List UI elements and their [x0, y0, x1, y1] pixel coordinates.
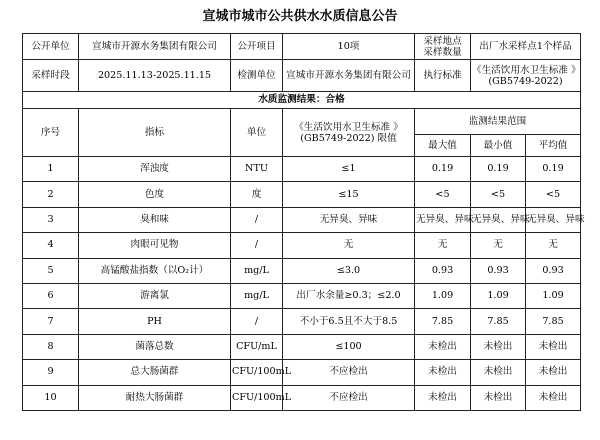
header-limit [283, 109, 415, 157]
cell-avg: 未检出 [526, 334, 581, 359]
cell-indicator: 总大肠菌群 [79, 360, 231, 385]
cell-no: 1 [23, 157, 79, 182]
cell-no: 5 [23, 258, 79, 283]
water-quality-table [22, 33, 585, 411]
cell-indicator: 耐热大肠菌群 [79, 385, 231, 410]
cell-indicator: 色度 [79, 182, 231, 207]
cell-min: <5 [471, 182, 526, 207]
standard-label: 执行标准 [415, 60, 471, 92]
standard-value-line-1: 《生活饮用水卫生标准 》 [472, 64, 581, 76]
project-label: 公开项目 [231, 34, 283, 60]
cell-no: 4 [23, 233, 79, 258]
sample-count-label [415, 34, 471, 60]
cell-indicator: 高锰酸盐指数（以O₂计） [79, 258, 231, 283]
header-limit-line-2: (GB5749-2022) 限值 [300, 132, 397, 144]
unit-label: 公开单位 [23, 34, 79, 60]
cell-avg: 7.85 [526, 309, 581, 334]
result-heading: 水质监测结果：合格 [23, 92, 581, 109]
cell-min: 0.19 [471, 157, 526, 182]
result-heading-row [23, 92, 581, 109]
unit-value: 宣城市开源水务集团有限公司 [79, 34, 231, 60]
cell-max: 未检出 [415, 334, 471, 359]
cell-no: 3 [23, 207, 79, 232]
cell-indicator: 臭和味 [79, 207, 231, 232]
sample-count-value: 出厂水采样点1个样品 [471, 34, 581, 60]
cell-unit: CFU/100mL [231, 385, 283, 410]
data-rows [23, 157, 585, 411]
cell-limit: 不应检出 [283, 360, 415, 385]
cell-limit: ≤3.0 [283, 258, 415, 283]
cell-unit: mg/L [231, 283, 283, 308]
cell-unit: / [231, 309, 283, 334]
cell-min: 0.93 [471, 258, 526, 283]
header-range: 监测结果范围 [415, 109, 581, 135]
cell-unit: / [231, 233, 283, 258]
test-unit-value: 宣城市开源水务集团有限公司 [283, 60, 415, 92]
time-label: 采样时段 [23, 60, 79, 92]
header-max: 最大值 [415, 135, 471, 157]
table-row [23, 258, 581, 283]
cell-max: <5 [415, 182, 471, 207]
page-title: 宣城市城市公共供水水质信息公告 [202, 9, 398, 24]
cell-avg: 无 [526, 233, 581, 258]
cell-indicator: 肉眼可见物 [79, 233, 231, 258]
table-row [23, 207, 581, 232]
cell-max: 无异臭、异味 [415, 207, 471, 232]
header-unit: 单位 [231, 109, 283, 157]
cell-avg: 未检出 [526, 360, 581, 385]
cell-unit: NTU [231, 157, 283, 182]
cell-min: 无 [471, 233, 526, 258]
cell-unit: CFU/100mL [231, 360, 283, 385]
cell-avg: 无异臭、异味 [526, 207, 581, 232]
cell-avg: 0.19 [526, 157, 581, 182]
cell-indicator: PH [79, 309, 231, 334]
time-value: 2025.11.13-2025.11.15 [79, 60, 231, 92]
header-no: 序号 [23, 109, 79, 157]
cell-no: 8 [23, 334, 79, 359]
cell-max: 1.09 [415, 283, 471, 308]
cell-max: 7.85 [415, 309, 471, 334]
cell-avg: <5 [526, 182, 581, 207]
cell-max: 无 [415, 233, 471, 258]
header-avg: 平均值 [526, 135, 581, 157]
standard-value [471, 60, 581, 92]
cell-max: 0.93 [415, 258, 471, 283]
cell-no: 7 [23, 309, 79, 334]
project-value: 10项 [283, 34, 415, 60]
cell-unit: 度 [231, 182, 283, 207]
cell-no: 2 [23, 182, 79, 207]
cell-limit: ≤100 [283, 334, 415, 359]
table-row [23, 360, 581, 385]
cell-max: 未检出 [415, 360, 471, 385]
cell-min: 无异臭、异味 [471, 207, 526, 232]
cell-limit: 不小于6.5且不大于8.5 [283, 309, 415, 334]
table-row [23, 233, 581, 258]
cell-avg: 0.93 [526, 258, 581, 283]
header-min: 最小值 [471, 135, 526, 157]
cell-indicator: 浑浊度 [79, 157, 231, 182]
cell-limit: 不应检出 [283, 385, 415, 410]
sample-count-label-line-2: 采样数量 [423, 46, 462, 58]
header-indicator: 指标 [79, 109, 231, 157]
cell-limit: 出厂水余量≥0.3；≤2.0 [283, 283, 415, 308]
cell-max: 未检出 [415, 385, 471, 410]
cell-max: 0.19 [415, 157, 471, 182]
table-row [23, 309, 581, 334]
header-row-1 [23, 109, 581, 135]
cell-limit: 无 [283, 233, 415, 258]
cell-min: 7.85 [471, 309, 526, 334]
sample-count-label-line-1: 采样地点 [423, 35, 462, 47]
cell-min: 1.09 [471, 283, 526, 308]
cell-avg: 未检出 [526, 385, 581, 410]
cell-no: 9 [23, 360, 79, 385]
cell-no: 10 [23, 385, 79, 410]
cell-avg: 1.09 [526, 283, 581, 308]
cell-unit: mg/L [231, 258, 283, 283]
cell-limit: ≤15 [283, 182, 415, 207]
cell-min: 未检出 [471, 385, 526, 410]
cell-limit: 无异臭、异味 [283, 207, 415, 232]
header-limit-line-1: 《生活饮用水卫生标准 》 [294, 121, 403, 133]
cell-unit: / [231, 207, 283, 232]
table-row [23, 334, 581, 359]
test-unit-label: 检测单位 [231, 60, 283, 92]
info-row-2 [23, 60, 581, 92]
cell-min: 未检出 [471, 360, 526, 385]
cell-unit: CFU/mL [231, 334, 283, 359]
table-row [23, 385, 581, 410]
table-row [23, 182, 581, 207]
cell-min: 未检出 [471, 334, 526, 359]
info-row-1 [23, 34, 581, 60]
table-row [23, 283, 581, 308]
cell-indicator: 菌落总数 [79, 334, 231, 359]
standard-value-line-2: (GB5749-2022) [488, 75, 563, 87]
cell-no: 6 [23, 283, 79, 308]
table-row [23, 157, 581, 182]
cell-indicator: 游离氯 [79, 283, 231, 308]
cell-limit: ≤1 [283, 157, 415, 182]
